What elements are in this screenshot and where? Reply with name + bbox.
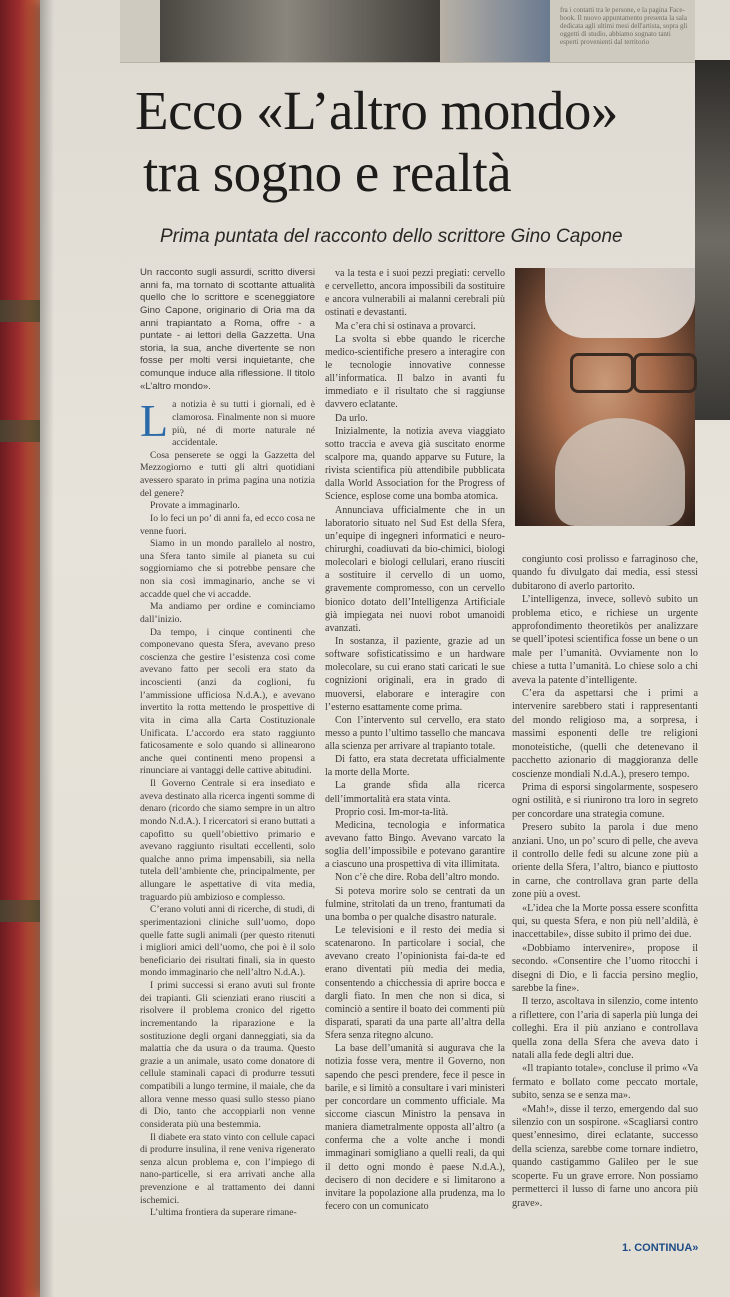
paragraph: L’intelligenza, invece, sollevò subito un problema etico, e richiese un urgente approfondimento theoretikòs per analizzare se quell’ipotesi scientifica fosse un bene o un male per l’umanità. Ovviamente non lo chiese a tutta l’umanità. Lo chiese solo a chi aveva la patente d’intelligente. [512,594,698,686]
paragraph: La base dell’umanità si augurava che la notizia fosse vera, mentre il Governo, non sapendo che pesci prendere, fece il pesce in barile, e si limitò a consultare i vari ministeri per concordare un commento ufficiale. Ma siccome ciascun Ministro la pensava in maniera diametralmente opposta all’altro (a conferma che a volte anche i mondi immaginari somigliano a quelli reali, da qui il detto ogni mondo è paese N.d.A.), decisero di non decidere e si limitarono a invitare la popolazione alla prudenza, ma lo fecero con un comunicato [325,1043,505,1212]
paragraph: Di fatto, era stata decretata ufficialmente la morte della Morte. [325,754,505,779]
column-3-body [512,553,698,1210]
page-fold-shadow [40,0,54,1297]
paragraph: Provate a immaginarlo. [150,500,240,512]
drop-cap: L [140,395,169,447]
paragraph: C’era da aspettarsi che i primi a intervenire sarebbero stati i rappresentanti del mondo religioso ma, a sorpresa, i massimi esponenti delle tre religioni monoteistiche, (quelli che detenevano il pacchetto azionario di maggioranza delle coscienze mondiali N.d.A.), presero tempo. [512,688,698,780]
paragraph: Il diabete era stato vinto con cellule capaci di produrre insulina, il rene veniva rigenerato senza alcun problema e, con l’impiego di nano-particelle, si era arrivati anche alla prevenzione e al trattamento dei danni ischemici. [140,1131,315,1206]
column-2 [325,267,505,1213]
paragraph: a notizia è su tutti i giornali, ed è clamorosa. Finalmente non si muore più, né di morte naturale né accidentale. [172,399,315,449]
paragraph: La svolta si ebbe quando le ricerche medico-scientifiche presero a interagire con le tecnologie innovative connesse all’informatica. Il balzo in avanti fu immediato e il risultato che si raggiunse davvero eclatante. [325,333,505,411]
paragraph: Il Governo Centrale si era insediato e aveva destinato alla ricerca ingenti somme di denaro (ricordo che siamo sempre in un altro mondo N.d.A.). I ricercatori si erano buttati a capofitto su quell’obiettivo primario e avevano raggiunto risultati eccellenti, solo qualche anno prima impensabili, sia nella tutela dell’ambiente che, principalmente, per allungare le aspettative di vita media, traguardo più ambizioso e complesso. [140,778,315,903]
paragraph: Cosa penserete se oggi la Gazzetta del Mezzogiorno e tutti gli altri quotidiani avessero sparato in prima pagina una notizia del genere? [140,449,315,499]
paragraph: Presero subito la parola i due meno anziani. Uno, un po’ scuro di pelle, che aveva il controllo delle fedi su alcune zone più a oriente della Sfera, l’altro, bianco e piuttosto in carne, che controllava gran parte della zone più a ovest. [512,822,698,901]
portrait-hair [545,268,695,338]
author-portrait [515,268,695,526]
paragraph: La grande sfida alla ricerca dell’immortalità era stata vinta. [325,780,505,805]
paragraph: Le televisioni e il resto dei media si scatenarono. In particolare i social, che avevano creato l’opinionista fai-da-te ed erano diventati più media dei media, consentendo a chicchessia di aprire bocca e dargli fiato. In men che non si dica, si cominciò a sentire il boato dei commenti più disparati, sparati da una parte all’altra della Sfera senza ritegno alcuno. [325,925,505,1042]
paragraph: Proprio così. Im-mor-ta-lità. [335,806,449,818]
continua-arrow-icon: » [692,1242,699,1254]
column-2-body [325,267,505,1213]
paragraph: Io lo feci un po’ di anni fa, ed ecco cosa ne venne fuori. [140,512,315,537]
paragraph: Ma c’era chi si ostinava a provarci. [335,320,476,332]
paragraph: Con l’intervento sul cervello, era stato messo a punto l’ultimo tassello che mancava alla scienza per arrivare al trapianto totale. [325,714,505,753]
intro-paragraph: Un racconto sugli assurdi, scritto diversi anni fa, ma tornato di scottante attualità quello che lo scrittore e sceneggiatore Gino Capone, originario di Oria ma da anni trapiantato a Roma, offre - a puntate - ai lettori della Gazzetta. Una storia, la sua, anche divertente se non fosse per molti versi inquietante, che comunque induce alla riflessione. Il titolo «L’altro mondo». [140,267,315,392]
paragraph: Non c’è che dire. Roba dell’altro mondo. [335,872,500,884]
paragraph: congiunto così prolisso e farraginoso che, quando fu divulgato dai media, essi stessi dubitarono di averlo partorito. [512,554,698,592]
subtitle: Prima puntata del racconto dello scrittore Gino Capone [160,226,623,247]
column-1 [140,267,315,1220]
paragraph: «Il trapianto totale», concluse il primo «Va fermato e bollato come peccato mortale, subito, senza se e senza ma». [512,1063,698,1102]
paragraph: Da urlo. [335,412,368,424]
portrait-glasses-left [570,353,634,393]
column-3 [512,553,698,1210]
paragraph: Prima di esporsi singolarmente, sospesero ogni ostilità, e si riunirono tra loro in segreto per concordare una strategia comune. [512,781,698,820]
strip-photo-2 [440,0,550,62]
headline [135,80,695,204]
headline-line-1: Ecco «L’altro mondo» [135,80,618,141]
paragraph: C’erano voluti anni di ricerche, di studi, di sperimentazioni cliniche sull’uomo, dopo quelle fatte sugli animali (per questo ritenuti i migliori amici dell’uomo, che poi è il solo beneficiario dei risultati finali, sia in questo mondo immaginario che nell’altro N.d.A.). [140,904,315,979]
strip-photo [160,0,440,62]
paragraph: Da tempo, i cinque continenti che componevano questa Sfera, avevano preso coscienza che gestire l’esistenza così come avevano fatto per secoli era stato da incoscienti (anzi da coglioni, fu l’ammissione ufficiosa N.d.A.), e avevano invertito la rotta mettendo le prospettive di vita in cima alla Carta Costituzionale Unificata. L’accordo era stato raggiunto faticosamente e solo quando si allinearono anche quei continenti meno propensi a rinunciare ai vantaggi delle cattive abitudini. [140,626,315,777]
paragraph: «Mah!», disse il terzo, emergendo dal suo silenzio con un sospirone. «Scagliarsi contro quest’ennesimo, direi eclatante, successo della scienza, sarebbe come tornare indietro, quando castigammo Galileo per le sue scoperte. Fu un grave errore. Non possiamo permetterci il lusso di farne uno ancora più grave». [512,1103,698,1209]
paragraph: Ma andiamo per ordine e cominciamo dall’inizio. [140,601,315,625]
paragraph: L’ultima frontiera da superare rimane- [150,1207,297,1219]
paragraph: Annunciava ufficialmente che in un laboratorio situato nel Sud Est della Sfera, un’equipe di ingegneri informatici e neuro-chirurghi, coadiuvati da bio-chimici, biologi molecolari e biologi cellulari, erano riusciti a sostituire il cervello di un uomo, gravemente compromesso, con un cervello bionico dotato dell’Intelligenza Artificiale già impiegata nei nuovi robot umanoidi avanzati. [325,504,505,634]
paragraph: va la testa e i suoi pezzi pregiati: cervello e cervelletto, ancora impossibili da sostituire e ancora vulnerabili ai malanni cerebrali più ostinati e devastanti. [325,268,505,319]
paragraph: Siamo in un mondo parallelo al nostro, una Sfera tanto simile al pianeta su cui soggiorniamo che si potrebbe pensare che non sia così immaginario, anche se vi accadde quel che vi accadde. [140,538,315,600]
background-right-edge [695,60,730,420]
column-1-body [140,395,315,1220]
paragraph: Il terzo, ascoltava in silenzio, come intento a riflettere, con l’aria di saperla più lunga dei colleghi. Era il più anziano e controllava quella zona della Sfera che aveva dato i natali alla fede degli altri due. [512,996,698,1062]
headline-line-2: tra sogno e realtà [143,142,512,203]
paragraph: Medicina, tecnologia e informatica avevano fatto Bingo. Avevano varcato la soglia dell’impossibile e potevano garantire a ciascuno una prospettiva di vita illimitata. [325,819,505,871]
paragraph: I primi successi si erano avuti sul fronte dei trapianti. Gli scienziati erano riusciti a risolvere il problema cronico del rigetto incrementando la riparazione e la sostituzione degli organi danneggiati, sia da malattia che da usura o da trauma. Questo grazie a un animale, usato come donatore di cellule staminali capaci di produrre tessuti compatibili a lungo termine, il maiale, che da allora venne messo quasi sullo stesso piano di Dio, tanto che accoppiarli non venne considerata più una bestemmia. [140,980,315,1130]
paragraph: Si poteva morire solo se centrati da un fulmine, stritolati da un treno, frantumati da una bomba o per qualche disastro naturale. [325,885,505,923]
strip-text: fra i contatti tra le persone, e la pagina Face-book. Il nuovo appuntamento presenta la sala dedicata agli ultimi mesi dell'artista, sopra gli oggetti di studio, abbiamo sognato tanti esperti provenienti dal territorio [560,6,688,46]
portrait-beard [555,418,685,526]
paragraph: «Dobbiamo intervenire», propose il secondo. «Consentire che l’uomo ritocchi i disegni di Dio, e lì faccia persino meglio, sarebbe la fine». [512,942,698,994]
paragraph: «L’idea che la Morte possa essere sconfitta qui, su questa Sfera, e non più nell’aldilà, è inaccettabile», disse subito il primo dei due. [512,902,698,941]
previous-article-strip [120,0,695,63]
portrait-glasses-right [633,353,697,393]
continua-label [622,1242,698,1254]
paragraph: Inizialmente, la notizia aveva viaggiato sotto traccia e aveva già suscitato enorme scalpore ma, quando apparve su Future, la rivista scientifica più attendibile pubblicata dalla World Association for the Progress of Science, esplose come una bomba atomica. [325,425,505,503]
continua-text: 1. CONTINUA [622,1242,693,1254]
paragraph: In sostanza, il paziente, grazie ad un software sofisticatissimo e un hardware molecolare, su cui erano stati caricati le sue cognizioni originali, era in grado di muoversi, elaborare e interagire con l’esterno esattamente come prima. [325,635,505,713]
